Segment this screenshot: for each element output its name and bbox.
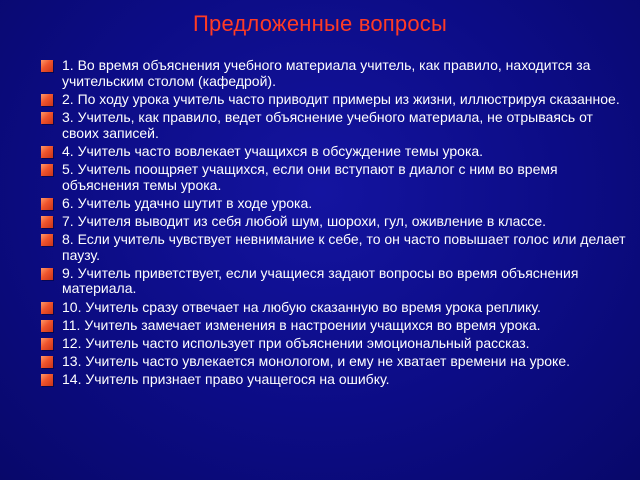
orange-square-bullet-icon xyxy=(41,94,53,106)
list-item xyxy=(40,196,630,212)
orange-square-bullet-icon xyxy=(41,268,53,280)
list-item-text: 10. Учитель сразу отвечает на любую сказанную во время урока реплику. xyxy=(62,298,541,315)
list-item-text: 5. Учитель поощряет учащихся, если они вступают в диалог с ним во время объяснения темы урока. xyxy=(62,160,558,193)
list-item-text: 11. Учитель замечает изменения в настроении учащихся во время урока. xyxy=(62,316,541,333)
list-item-text: 7. Учителя выводит из себя любой шум, шорохи, гул, оживление в классе. xyxy=(62,212,547,229)
list-item-text: 1. Во время объяснения учебного материала учитель, как правило, находится за учительским столом (кафедрой). xyxy=(62,57,591,89)
list-item-text: 13. Учитель часто увлекается монологом, и ему не хватает времени на уроке. xyxy=(62,353,570,370)
list-item xyxy=(40,300,630,316)
list-item xyxy=(40,58,630,89)
orange-square-bullet-icon xyxy=(41,302,53,314)
orange-square-bullet-icon xyxy=(41,112,53,124)
list-item xyxy=(40,318,630,334)
list-item-text: 2. По ходу урока учитель часто приводит примеры из жизни, иллюстрируя сказанное. xyxy=(62,90,620,107)
list-item xyxy=(40,214,630,230)
orange-square-bullet-icon xyxy=(41,164,53,176)
list-item xyxy=(40,92,630,108)
orange-square-bullet-icon xyxy=(41,338,53,350)
list-item-text: 14. Учитель признает право учащегося на ошибку. xyxy=(62,371,390,388)
list-item xyxy=(40,336,630,352)
list-item xyxy=(40,372,630,388)
list-item xyxy=(40,144,630,160)
question-list xyxy=(40,58,630,391)
list-item-text: 6. Учитель удачно шутит в ходе урока. xyxy=(62,194,313,211)
orange-square-bullet-icon xyxy=(41,374,53,386)
list-item xyxy=(40,354,630,370)
orange-square-bullet-icon xyxy=(41,216,53,228)
orange-square-bullet-icon xyxy=(41,146,53,158)
list-item-text: 4. Учитель часто вовлекает учащихся в обсуждение темы урока. xyxy=(62,142,484,159)
list-item xyxy=(40,110,630,141)
list-item xyxy=(40,266,630,297)
list-item-text: 12. Учитель часто использует при объяснении эмоциональный рассказ. xyxy=(62,335,530,352)
list-item-text: 9. Учитель приветствует, если учащиеся задают вопросы во время объяснения материала. xyxy=(62,264,579,297)
list-item xyxy=(40,232,630,263)
slide-title: Предложенные вопросы xyxy=(193,11,447,36)
list-item xyxy=(40,162,630,193)
list-item-text: 3. Учитель, как правило, ведет объяснение учебного материала, не отрываясь от своих записей. xyxy=(62,108,593,141)
orange-square-bullet-icon xyxy=(41,356,53,368)
list-item-text: 8. Если учитель чувствует невнимание к себе, то он часто повышает голос или делает паузу. xyxy=(62,231,626,263)
orange-square-bullet-icon xyxy=(41,198,53,210)
orange-square-bullet-icon xyxy=(41,234,53,246)
orange-square-bullet-icon xyxy=(41,60,53,72)
orange-square-bullet-icon xyxy=(41,320,53,332)
